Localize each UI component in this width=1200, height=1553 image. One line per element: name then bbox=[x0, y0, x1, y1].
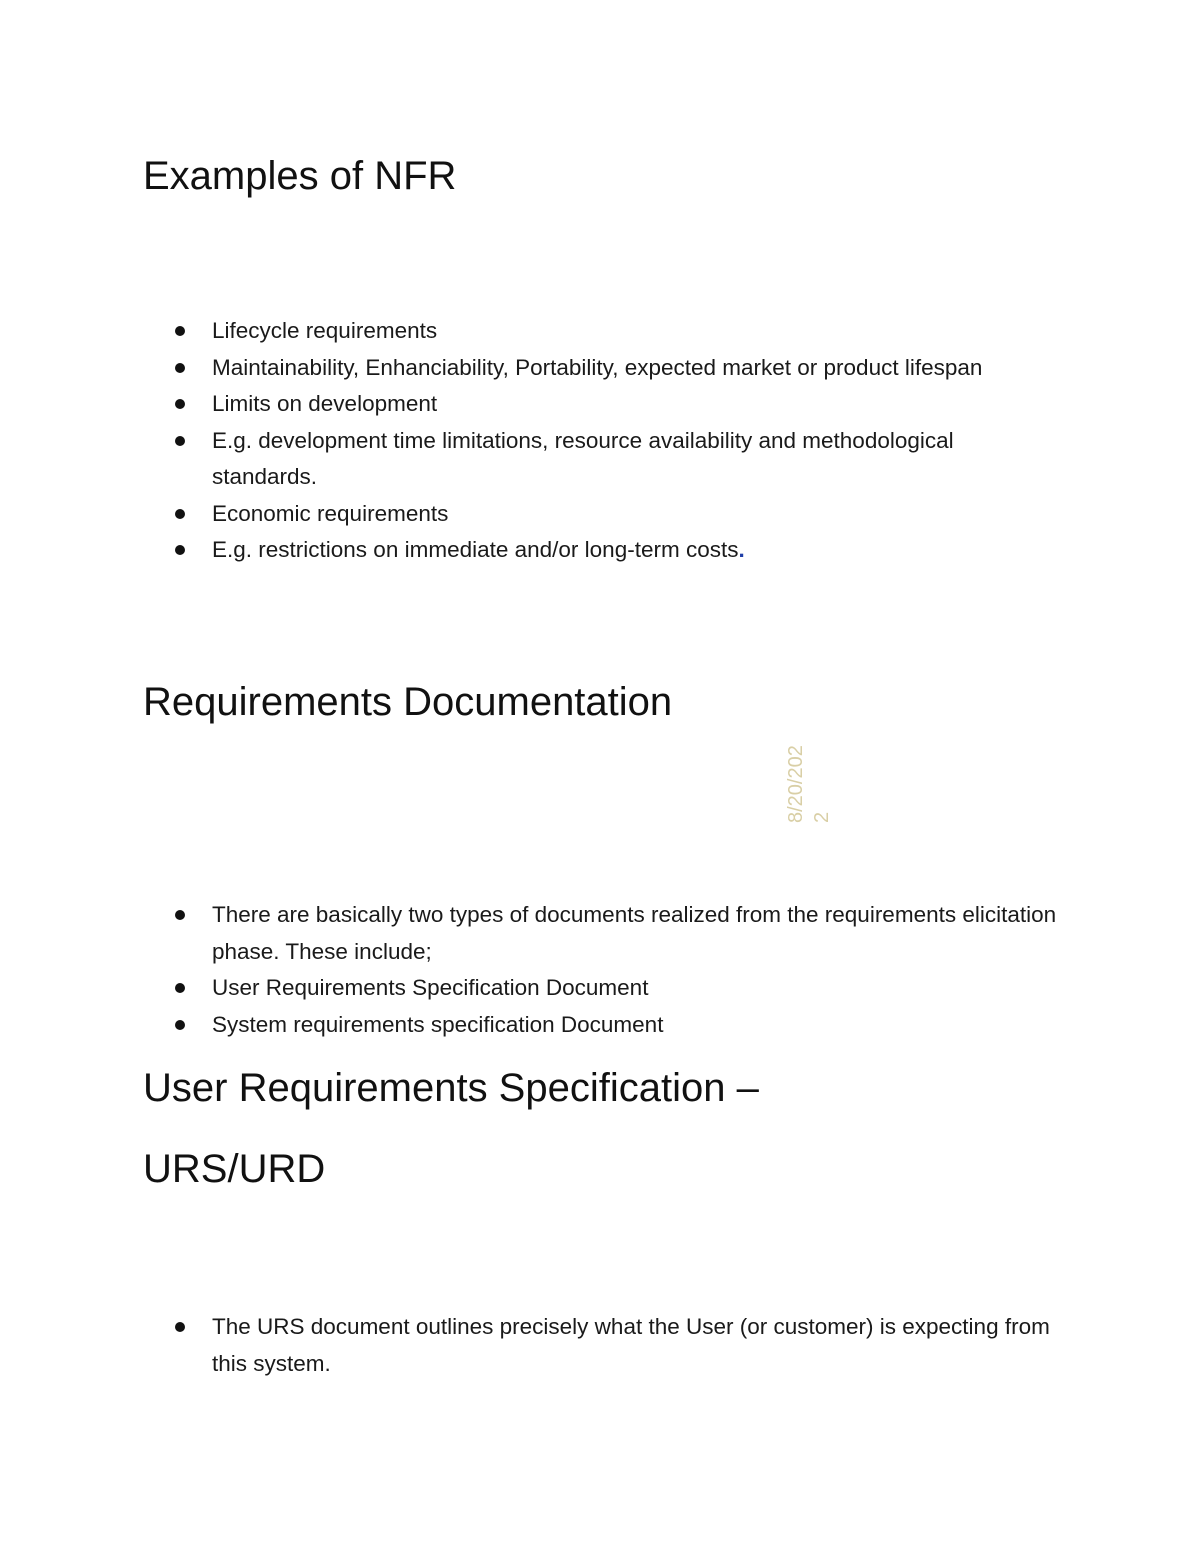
bullet-icon bbox=[175, 983, 185, 993]
req-doc-list bbox=[0, 897, 1200, 1043]
date-stamp-line-2: 2 bbox=[811, 811, 833, 823]
bullet-icon bbox=[175, 1322, 185, 1332]
bullet-icon bbox=[175, 509, 185, 519]
bullet-icon bbox=[175, 326, 185, 336]
list-item-text: Economic requirements bbox=[212, 500, 449, 526]
list-item bbox=[0, 1309, 1200, 1382]
list-item bbox=[0, 1007, 1200, 1044]
list-item-text: System requirements specification Document bbox=[212, 1011, 664, 1037]
list-item bbox=[0, 350, 1200, 387]
list-item bbox=[0, 897, 1200, 970]
heading-urs-line-1: User Requirements Specification – bbox=[143, 1066, 759, 1110]
list-item bbox=[0, 496, 1200, 533]
bullet-icon bbox=[175, 1020, 185, 1030]
list-item bbox=[0, 386, 1200, 423]
list-item bbox=[0, 313, 1200, 350]
bullet-icon bbox=[175, 436, 185, 446]
date-stamp-line-1: 8/20/202 bbox=[785, 745, 807, 823]
list-item bbox=[0, 970, 1200, 1007]
urs-list bbox=[0, 1309, 1200, 1382]
list-item bbox=[0, 532, 1200, 569]
heading-examples-of-nfr: Examples of NFR bbox=[143, 154, 457, 198]
bullet-icon bbox=[175, 545, 185, 555]
list-item-text: Lifecycle requirements bbox=[212, 318, 438, 343]
list-item bbox=[0, 423, 1200, 496]
heading-requirements-documentation: Requirements Documentation bbox=[143, 680, 673, 724]
trailing-dot: . bbox=[738, 537, 745, 562]
list-item-text: User Requirements Specification Document bbox=[212, 975, 649, 1000]
list-item-text: The URS document outlines precisely what the User (or customer) is expecting from this system. bbox=[212, 1314, 1050, 1376]
list-item-text: Maintainability, Enhanciability, Portability, expected market or product lifespan bbox=[212, 354, 983, 380]
list-item-text: There are basically two types of documents realized from the requirements elicitation phase. These include; bbox=[212, 902, 1057, 964]
list-item-text: E.g. restrictions on immediate and/or long-term costs bbox=[212, 537, 739, 562]
nfr-list bbox=[0, 313, 1200, 569]
heading-urs-line-2: URS/URD bbox=[143, 1147, 326, 1191]
list-item-text: Limits on development bbox=[212, 391, 438, 416]
list-item-text: E.g. development time limitations, resource availability and methodological standards. bbox=[212, 427, 954, 489]
bullet-icon bbox=[175, 910, 185, 920]
bullet-icon bbox=[175, 399, 185, 409]
bullet-icon bbox=[175, 363, 185, 373]
date-stamp bbox=[783, 745, 835, 823]
